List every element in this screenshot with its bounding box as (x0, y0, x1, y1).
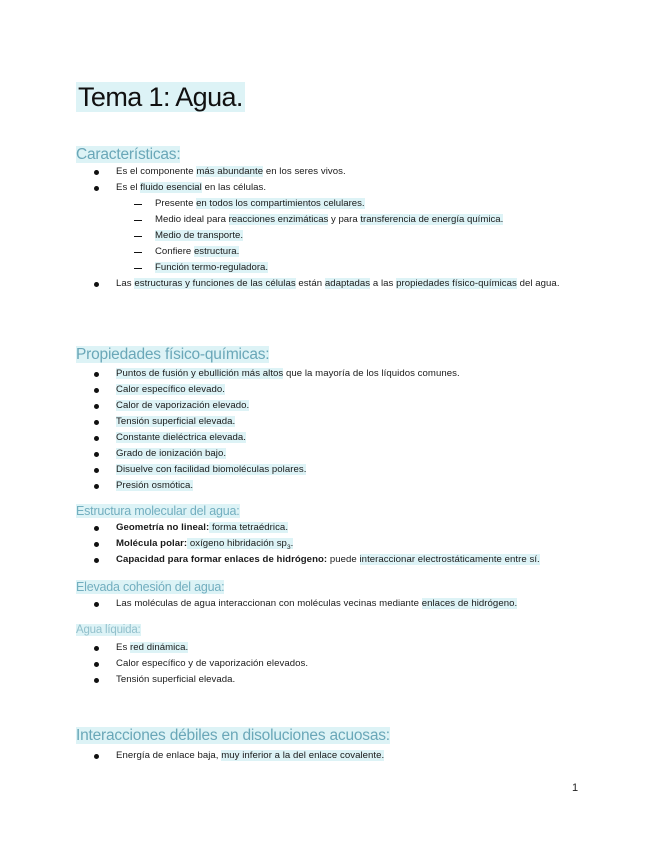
bullet-icon (94, 468, 99, 473)
bullet-icon (94, 186, 99, 191)
list-item: Tensión superficial elevada. (116, 416, 236, 427)
bullet-icon (94, 484, 99, 489)
bullet-icon (94, 436, 99, 441)
list-item: Calor específico elevado. (116, 384, 225, 395)
list-item: Las moléculas de agua interaccionan con moléculas vecinas mediante enlaces de hidrógeno. (116, 598, 518, 609)
dash-icon (134, 268, 142, 269)
list-item: Molécula polar: oxígeno hibridación $sp_3$. (116, 538, 294, 551)
sub-list-item: Medio ideal para reacciones enzimáticas y para transferencia de energía química. (155, 214, 504, 225)
list-item: Tensión superficial elevada. (116, 674, 236, 685)
heading-agua-liquida: Agua líquida: (76, 624, 141, 636)
heading-estructura: Estructura molecular del agua: (76, 504, 240, 518)
page-title (76, 80, 245, 114)
bullet-icon (94, 662, 99, 667)
bullet-icon (94, 602, 99, 607)
bullet-icon (94, 282, 99, 287)
list-item: Presión osmótica. (116, 480, 194, 491)
list-item: Calor de vaporización elevado. (116, 400, 250, 411)
title-rest: Agua. (169, 82, 243, 112)
list-item: Grado de ionización bajo. (116, 448, 227, 459)
heading-cohesion: Elevada cohesión del agua: (76, 580, 225, 594)
bullet-icon (94, 388, 99, 393)
heading-interacciones: Interacciones débiles en disoluciones acuosas: (76, 727, 390, 744)
bullet-icon (94, 420, 99, 425)
sub-list-item: Medio de transporte. (155, 230, 243, 241)
bullet-icon (94, 170, 99, 175)
list-item: Energía de enlace baja, muy inferior a la del enlace covalente. (116, 750, 385, 761)
page-number: 1 (572, 782, 579, 794)
title-prefix: Tema 1: (78, 82, 170, 112)
sub-list-item: Confiere estructura. (155, 246, 240, 257)
list-item: Las estructuras y funciones de las células están adaptadas a las propiedades físico-químicas del agua. (116, 278, 560, 289)
dash-icon (134, 204, 142, 205)
bullet-icon (94, 678, 99, 683)
list-item: Geometría no lineal: forma tetraédrica. (116, 522, 289, 533)
heading-propiedades: Propiedades físico-químicas: (76, 346, 270, 363)
bullet-icon (94, 646, 99, 651)
bullet-icon (94, 558, 99, 563)
list-item: Puntos de fusión y ebullición más altos que la mayoría de los líquidos comunes. (116, 368, 460, 379)
list-item: Constante dieléctrica elevada. (116, 432, 247, 443)
bullet-icon (94, 372, 99, 377)
list-item: Calor específico y de vaporización elevados. (116, 658, 309, 669)
sub-list-item: Presente en todos los compartimientos celulares. (155, 198, 365, 209)
list-item: Es el fluido esencial en las células. (116, 182, 267, 193)
bullet-icon (94, 452, 99, 457)
list-item: Es el componente más abundante en los seres vivos. (116, 166, 346, 177)
dash-icon (134, 220, 142, 221)
bullet-icon (94, 542, 99, 547)
bullet-icon (94, 754, 99, 759)
heading-caracteristicas: Características: (76, 146, 181, 163)
list-item: Disuelve con facilidad biomoléculas polares. (116, 464, 307, 475)
bullet-icon (94, 404, 99, 409)
dash-icon (134, 236, 142, 237)
dash-icon (134, 252, 142, 253)
bullet-icon (94, 526, 99, 531)
list-item: Capacidad para formar enlaces de hidrógeno: puede interaccionar electrostáticamente entre sí. (116, 554, 540, 565)
list-item: Es red dinámica. (116, 642, 189, 653)
sub-list-item: Función termo-reguladora. (155, 262, 269, 273)
